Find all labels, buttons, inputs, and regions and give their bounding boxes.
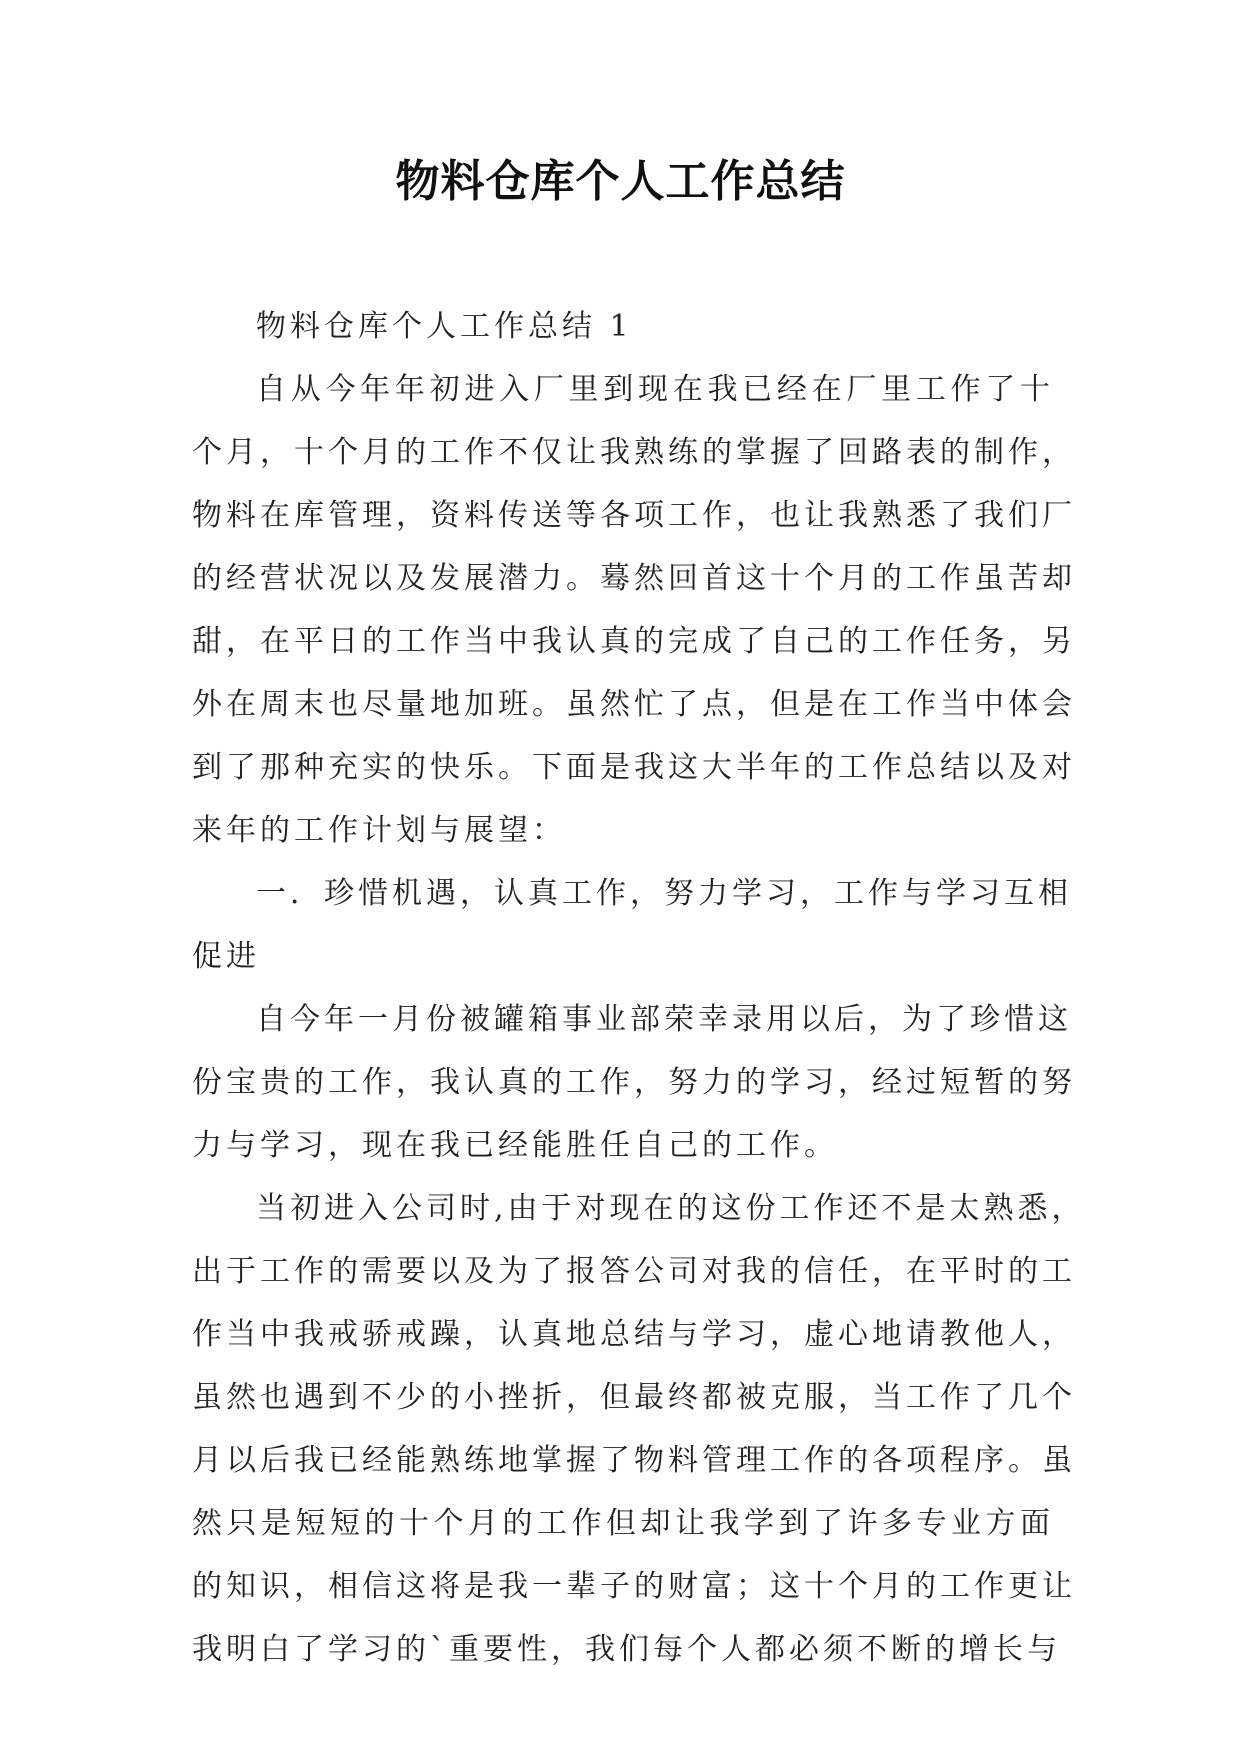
body-line: 虽然也遇到不少的小挫折，但最终都被克服，当工作了几个 — [192, 1380, 1076, 1415]
body-line: 力与学习，现在我已经能胜任自己的工作。 — [192, 1128, 838, 1163]
body-line: 到了那种充实的快乐。下面是我这大半年的工作总结以及对 — [192, 750, 1076, 785]
body-line: 的经营状况以及发展潜力。蓦然回首这十个月的工作虽苦却 — [192, 561, 1076, 596]
body-line: 的知识，相信这将是我一辈子的财富；这十个月的工作更让 — [192, 1569, 1076, 1604]
body-line: 外在周末也尽量地加班。虽然忙了点，但是在工作当中体会 — [192, 687, 1076, 722]
body-line: 我明白了学习的`重要性，我们每个人都必须不断的增长与 — [192, 1632, 1061, 1667]
body-line: 当初进入公司时,由于对现在的这份工作还不是太熟悉， — [256, 1191, 1086, 1226]
body-line: 物料仓库个人工作总结 1 — [256, 309, 633, 344]
body-line: 自从今年年初进入厂里到现在我已经在厂里工作了十 — [256, 372, 1054, 407]
body-line: 自今年一月份被罐箱事业部荣幸录用以后，为了珍惜这 — [256, 1002, 1072, 1037]
body-line: 物料在库管理，资料传送等各项工作，也让我熟悉了我们厂 — [192, 498, 1076, 533]
body-line: 份宝贵的工作，我认真的工作，努力的学习，经过短暂的努 — [192, 1065, 1076, 1100]
body-line: 一．珍惜机遇，认真工作，努力学习，工作与学习互相 — [256, 876, 1072, 911]
body-line: 来年的工作计划与展望： — [192, 813, 566, 848]
document-title: 物料仓库个人工作总结 — [395, 156, 846, 207]
body-line: 出于工作的需要以及为了报答公司对我的信任，在平时的工 — [192, 1254, 1076, 1289]
body-line: 促进 — [192, 939, 260, 974]
body-line: 个月，十个月的工作不仅让我熟练的掌握了回路表的制作， — [192, 435, 1076, 470]
document-body — [192, 295, 1086, 1681]
body-line: 月以后我已经能熟练地掌握了物料管理工作的各项程序。虽 — [192, 1443, 1076, 1478]
body-line: 甜，在平日的工作当中我认真的完成了自己的工作任务，另 — [192, 624, 1076, 659]
body-line: 然只是短短的十个月的工作但却让我学到了许多专业方面 — [192, 1506, 1054, 1541]
body-line: 作当中我戒骄戒躁，认真地总结与学习，虚心地请教他人， — [192, 1317, 1076, 1352]
